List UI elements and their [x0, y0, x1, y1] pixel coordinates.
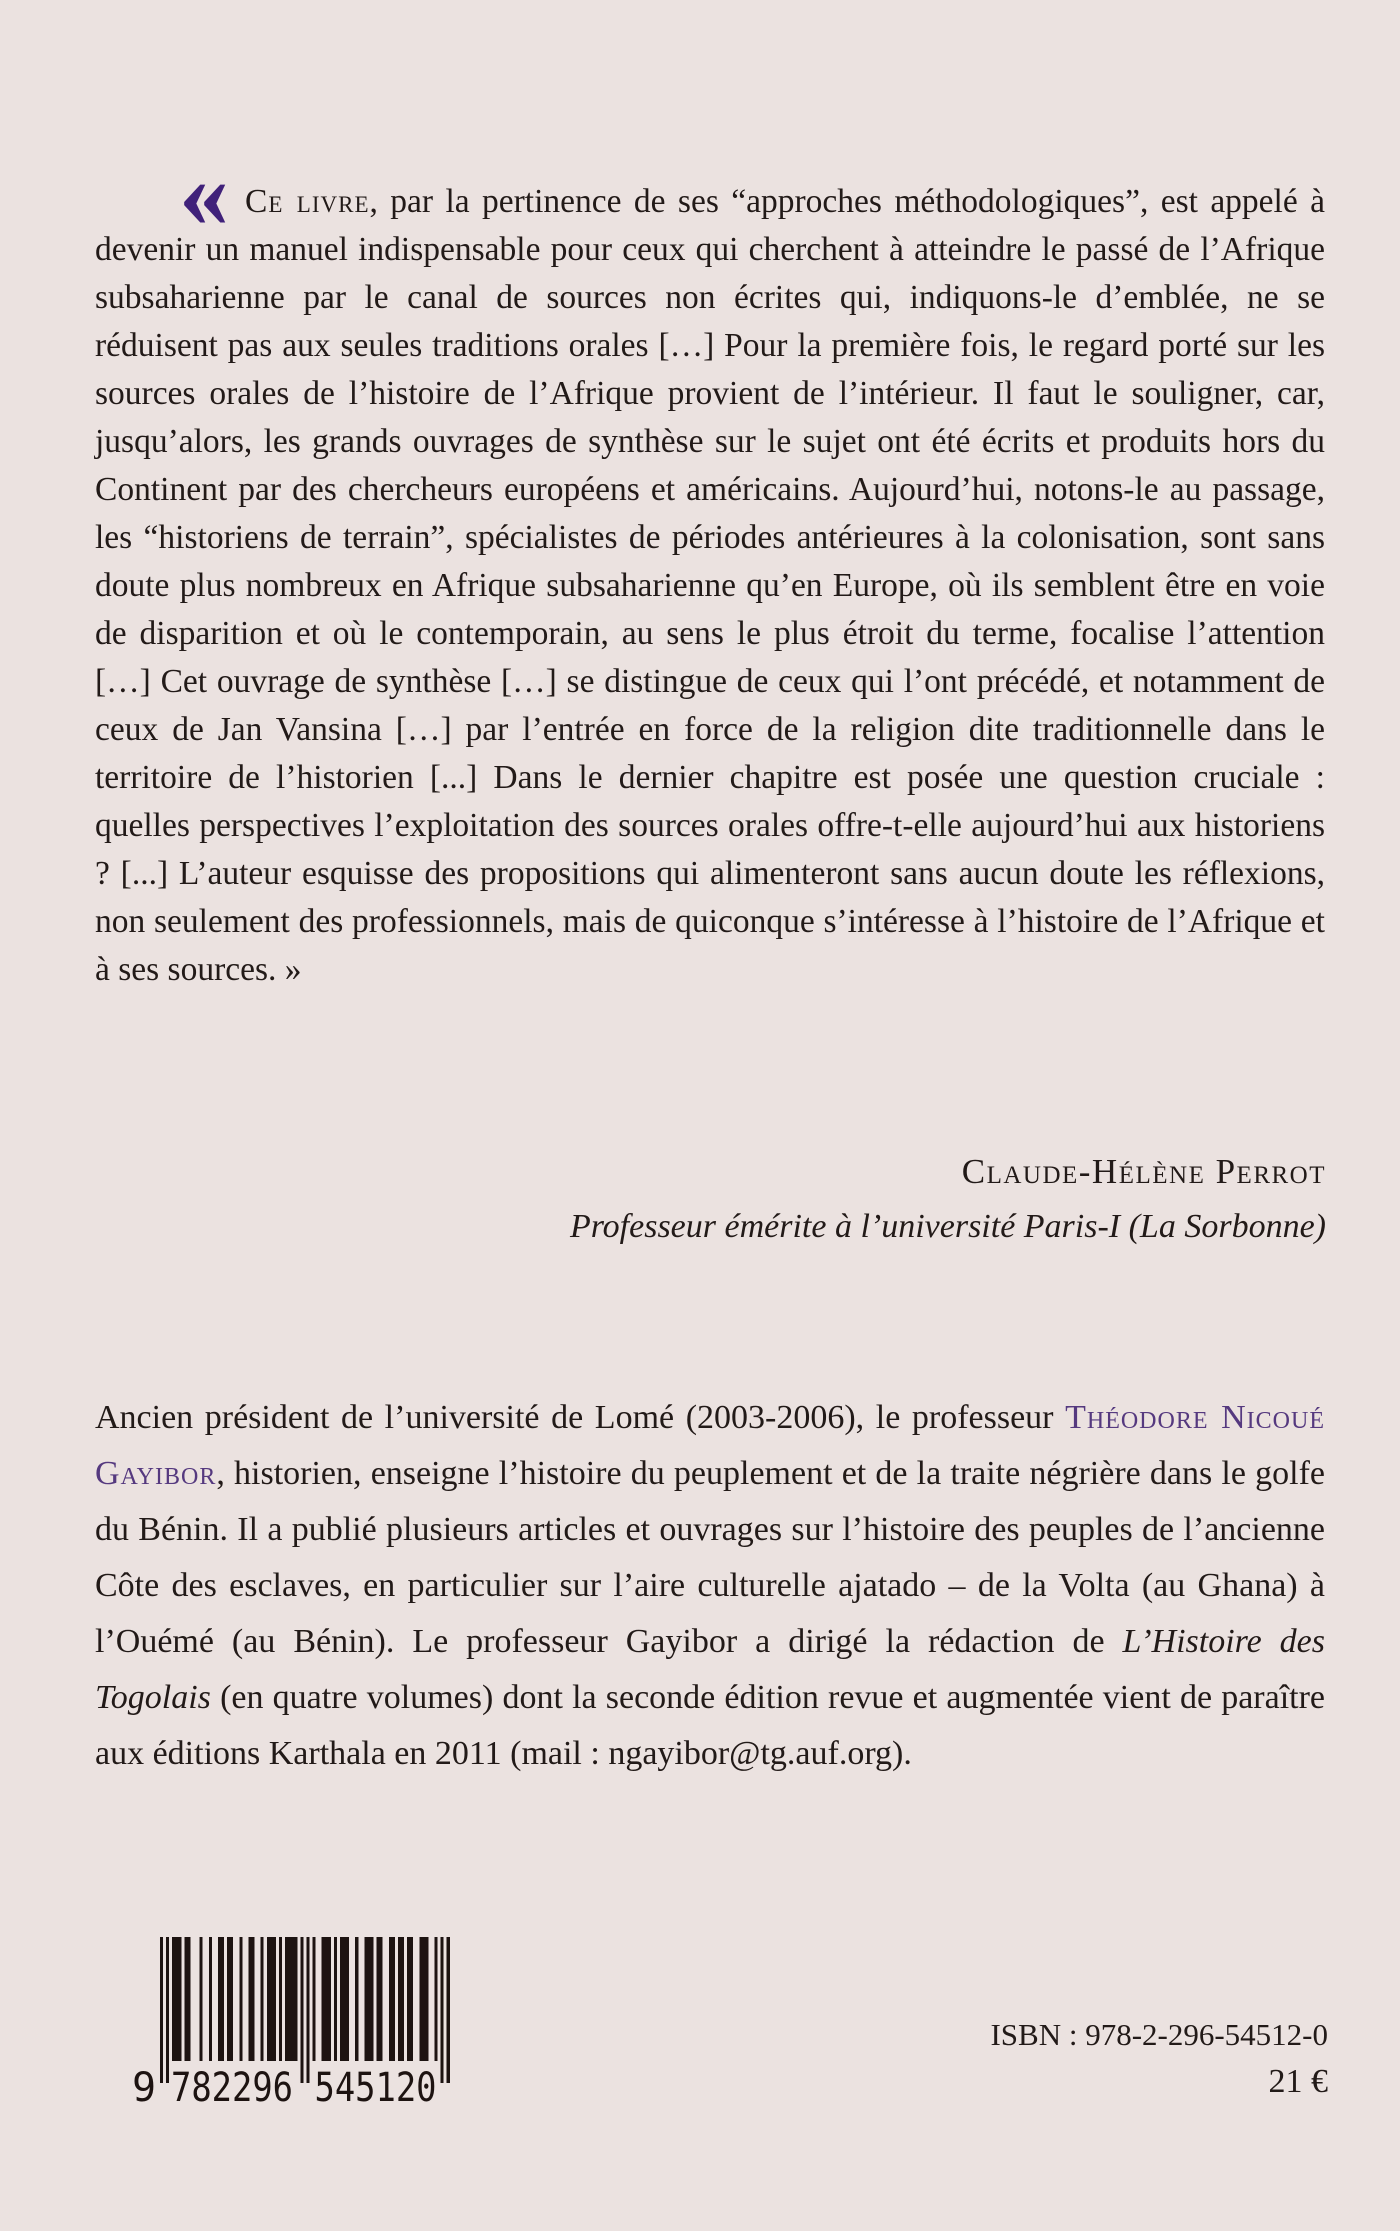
quote-lead: Ce livre: [245, 183, 370, 220]
attribution: [95, 1152, 1326, 1246]
price-text: 21 €: [1268, 2063, 1328, 2100]
reviewer-title: Professeur émérite à l’université Paris-I (La Sorbonne): [569, 1208, 1326, 1245]
svg-text:9: 9: [132, 2065, 157, 2105]
ean13-barcode: [130, 1933, 470, 2105]
ean13-barcode-graphic: [130, 1933, 470, 2105]
reviewer-name: Claude-Hélène Perrot: [961, 1152, 1326, 1191]
quote-body: , par la pertinence de ses “approches méthodologiques”, est appelé à devenir un manuel indispensable pour ceux qui cherchent à atteindre le passé de l’Afrique subsaharienne par le canal de sources non écrites qui, indiquons-le d’emblée, ne se réduisent pas aux seules traditions orales […] Pour la première fois, le regard porté sur les sources orales de l’histoire de l’Afrique provient de l’intérieur. Il faut le souligner, car, jusqu’alors, les grands ouvrages de synthèse sur le sujet ont été écrits et produits hors du Continent par des chercheurs européens et américains. Aujourd’hui, notons-le au passage, les “historiens de terrain”, spécialistes de périodes antérieures à la colonisation, sont sans doute plus nombreux en Afrique subsaharienne qu’en Europe, où ils semblent être en voie de disparition et où le contemporain, au sens le plus étroit du terme, focalise l’attention […] Cet ouvrage de synthèse […] se distingue de ceux qui l’ont précédé, et notamment de ceux de Jan Vansina […] par l’entrée en force de la religion dite traditionnelle dans le territoire de l’historien [...] Dans le dernier chapitre est posée une question cruciale : quelles perspectives l’exploitation des sources orales offre-t-elle aujourd’hui aux historiens ? [...] L’auteur esquisse des propositions qui alimenteront sans aucun doute les réflexions, non seulement des professionnels, mais de quiconque s’intéresse à l’histoire de l’Afrique et à ses sources. »: [95, 183, 1325, 988]
bio-text-3: (en quatre volumes) dont la seconde édition revue et augmentée vient de paraître aux éditions Karthala en 2011 (mail : ngayibor@tg.auf.org).: [95, 1679, 1325, 1772]
isbn-text: ISBN : 978-2-296-54512-0: [990, 2017, 1328, 2052]
svg-text:782296: 782296: [171, 2065, 293, 2105]
book-title: L’Histoire des Togolais: [95, 1623, 1325, 1716]
review-quote: [95, 137, 1325, 994]
svg-text:545120: 545120: [314, 2065, 437, 2105]
author-bio: [95, 1390, 1325, 1782]
bio-text-2: , historien, enseigne l’histoire du peuplement et de la traite négrière dans le golfe du Bénin. Il a publié plusieurs articles et ouvrages sur l’histoire des peuples de l’ancienne Côte des esclaves, en particulier sur l’aire culturelle ajatado – de la Volta (au Ghana) à l’Ouémé (au Bénin). Le professeur Gayibor a dirigé la rédaction de: [95, 1455, 1325, 1660]
quote-paragraph: « Ce livre, par la pertinence de ses “approches méthodologiques”, est appelé à devenir un manuel indispensable pour ceux qui cherchent à atteindre le passé de l’Afrique subsaharienne par le canal de sources non écrites qui, indiquons-le d’emblée, ne se réduisent pas aux seules traditions orales […] Pour la première fois, le regard porté sur les sources orales de l’histoire de l’Afrique provient de l’intérieur. Il faut le souligner, car, jusqu’alors, les grands ouvrages de synthèse sur le sujet ont été écrits et produits hors du Continent par des chercheurs européens et américains. Aujourd’hui, notons-le au passage, les “historiens de terrain”, spécialistes de périodes antérieures à la colonisation, sont sans doute plus nombreux en Afrique subsaharienne qu’en Europe, où ils semblent être en voie de disparition et où le contemporain, au sens le plus étroit du terme, focalise l’attention […] Cet ouvrage de synthèse […] se distingue de ceux qui l’ont précédé, et notamment de ceux de Jan Vansina […] par l’entrée en force de la religion dite traditionnelle dans le territoire de l’historien [...] Dans le dernier chapitre est posée une question cruciale : quelles perspectives l’exploitation des sources orales offre-t-elle aujourd’hui aux historiens ? [...] L’auteur esquisse des propositions qui alimenteront sans aucun doute les réflexions, non seulement des professionnels, mais de quiconque s’intéresse à l’histoire de l’Afrique et à ses sources. »: [95, 137, 1325, 988]
author-name: Théodore Nicoué Gayibor: [95, 1399, 1325, 1492]
bio-paragraph: [95, 1390, 1325, 1782]
bio-text-1: Ancien président de l’université de Lomé (2003-2006), le professeur: [95, 1399, 1066, 1436]
isbn-price-block: [700, 2012, 1328, 2106]
